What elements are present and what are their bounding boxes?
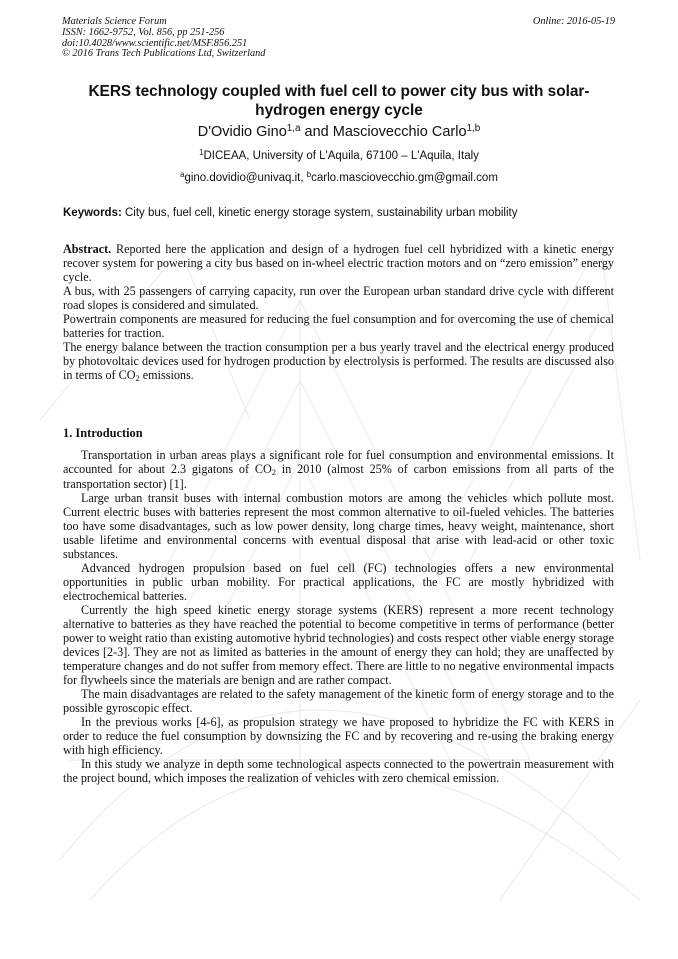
journal-header xyxy=(62,17,265,60)
keywords-text: City bus, fuel cell, kinetic energy storage system, sustainability urban mobility xyxy=(125,207,518,219)
abstract-paragraph: A bus, with 25 passengers of carrying capacity, run over the European urban standard drive cycle with different road slopes is considered and simulated. xyxy=(63,284,614,312)
body-paragraph: Large urban transit buses with internal combustion motors are among the vehicles which pollute most. Current electric buses with batteries represent the most common alternative to oil-fueled vehicles. The batteries too have some disadvantages, such as low power density, long charge times, heavy weight, maintenance, short usable lifetime and environmental concerns with eventual disposal that arise with lead-acid or other toxic substances. xyxy=(63,491,614,561)
affiliation-superscript: 1 xyxy=(199,147,204,157)
abstract-text: emissions. xyxy=(139,368,194,382)
affiliation xyxy=(64,147,614,162)
journal-name: Materials Science Forum xyxy=(62,16,167,27)
abstract-label: Abstract. xyxy=(63,242,112,256)
subscript: 2 xyxy=(271,467,277,478)
email-superscript: b xyxy=(306,169,312,179)
abstract-paragraph xyxy=(63,340,614,383)
body-paragraph xyxy=(63,448,614,491)
author-name: Masciovecchio Carlo xyxy=(332,124,467,140)
author-superscript: 1,b xyxy=(466,122,481,134)
abstract-text: The energy balance between the traction consumption per a bus yearly travel and the electrical energy produced by photovoltaic devices used for hydrogen production by electrolysis is performed. The results are discussed also in terms of CO xyxy=(63,340,614,382)
body-paragraph: Currently the high speed kinetic energy storage systems (KERS) represent a more recent technology alternative to batteries as they have reached the potential to become competitive in terms of performance (better power to weight ratio than existing automotive hybrid technologies) and costs respect other viable energy storage devices [2-3]. They are not as limited as batteries in the amount of energy they can hold; they are unaffected by temperature changes and do not suffer from memory effect. There are little to no negative environmental impacts for flywheels since the materials are benign and are rather compact. xyxy=(63,603,614,687)
section-heading: 1. Introduction xyxy=(63,426,143,440)
body-paragraph: The main disadvantages are related to the safety management of the kinetic form of energy storage and to the possible gyroscopic effect. xyxy=(63,687,614,715)
email-line xyxy=(64,169,614,184)
keywords xyxy=(63,207,616,219)
abstract-paragraph xyxy=(63,242,614,284)
introduction-body xyxy=(63,448,614,785)
issn-line: ISSN: 1662-9752, Vol. 856, pp 251-256 xyxy=(62,26,225,38)
author-conjunction: and xyxy=(304,124,329,140)
subscript: 2 xyxy=(135,373,140,384)
email-link[interactable]: gino.dovidio@univaq.it, xyxy=(184,172,304,184)
paper-title: KERS technology coupled with fuel cell to power city bus with solar-hydrogen energy cycle xyxy=(88,83,590,119)
copyright-line: © 2016 Trans Tech Publications Ltd, Switzerland xyxy=(62,48,266,60)
email-superscript: a xyxy=(180,169,185,179)
body-paragraph: In this study we analyze in depth some technological aspects connected to the powertrain measurement with the project bound, which imposes the realization of vehicles with zero chemical emission. xyxy=(63,757,614,785)
keywords-label: Keywords: xyxy=(63,207,122,219)
abstract-paragraph: Powertrain components are measured for reducing the fuel consumption and for overcoming the use of chemical batteries for traction. xyxy=(63,312,614,340)
abstract-text: Reported here the application and design of a hydrogen fuel cell hybridized with a kinetic energy recover system for powering a city bus based on in-wheel electric traction motors and on “zero emission” energy cycle. xyxy=(63,242,614,284)
affiliation-text: DICEAA, University of L'Aquila, 67100 – L'Aquila, Italy xyxy=(203,150,479,162)
author-name: D'Ovidio Gino xyxy=(197,124,287,140)
author-line xyxy=(64,124,614,140)
doi-line: doi:10.4028/www.scientific.net/MSF.856.251 xyxy=(62,37,248,49)
author-superscript: 1,a xyxy=(286,122,301,134)
body-text: in 2010 (almost 25% of carbon emissions from all parts of the transportation sector) [1]. xyxy=(63,462,614,491)
online-date: Online: 2016-05-19 xyxy=(532,16,615,27)
email-link[interactable]: carlo.masciovecchio.gm@gmail.com xyxy=(311,172,498,184)
body-paragraph: Advanced hydrogen propulsion based on fuel cell (FC) technologies offers a new environmental opportunities in public urban mobility. For practical applications, the FC are mostly hybridized with electrochemical batteries. xyxy=(63,561,614,603)
body-text: Transportation in urban areas plays a significant role for fuel consumption and environmental emissions. It accounted for about 2.3 gigatons of CO xyxy=(63,448,614,476)
abstract xyxy=(63,242,614,383)
body-paragraph: In the previous works [4-6], as propulsion strategy we have proposed to hybridize the FC with KERS in order to reduce the fuel consumption by downsizing the FC and by recovering and re-using the braking energy with high efficiency. xyxy=(63,715,614,757)
